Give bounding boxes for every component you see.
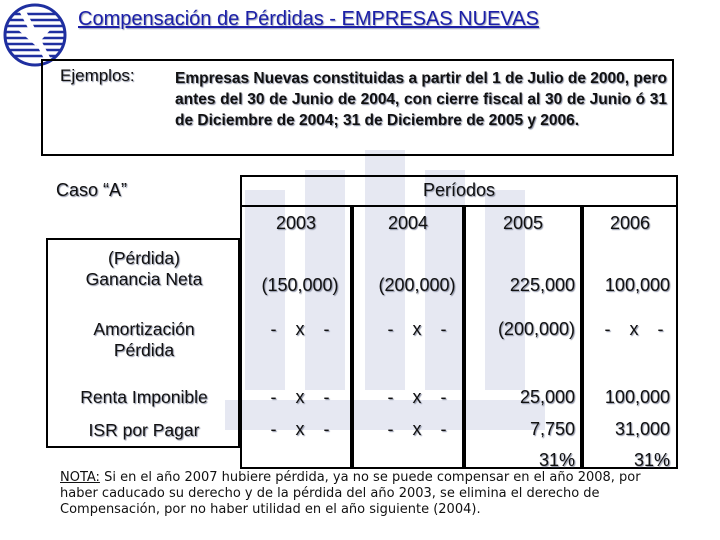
page-title: Compensación de Pérdidas - EMPRESAS NUEVAS xyxy=(78,8,539,30)
row-label-isr-payable: ISR por Pagar xyxy=(88,420,200,440)
footnote-label: NOTA: xyxy=(60,470,100,485)
table-cell: - x - xyxy=(270,319,330,339)
table-cell: (200,000) xyxy=(378,275,456,295)
table-cell: - x - xyxy=(387,419,447,439)
row-label-line: Ganancia Neta xyxy=(85,269,203,289)
year-header: 2005 xyxy=(502,213,544,233)
row-label-line: Pérdida xyxy=(113,340,175,360)
row-label-line: (Pérdida) xyxy=(108,248,180,268)
footnote xyxy=(60,470,660,518)
year-header: 2003 xyxy=(275,213,317,233)
row-label-loss-amortization xyxy=(44,319,244,361)
examples-label: Ejemplos: xyxy=(60,66,135,85)
table-cell: 100,000 xyxy=(604,387,670,407)
periods-header: Períodos xyxy=(422,180,496,200)
table-cell: 7,750 xyxy=(529,419,575,439)
table-cell: (200,000) xyxy=(497,319,575,339)
case-label: Caso “A” xyxy=(56,180,128,200)
row-label-line: Amortización xyxy=(93,319,195,339)
footnote-text: Si en el año 2007 hubiere pérdida, ya no se puede compensar en el año 2008, por haber caducado su derecho y de la pérdida del año 2003, se elimina el derecho de Compensación, por no haber utilidad en el año siguiente (2004). xyxy=(60,470,641,517)
table-cell: - x - xyxy=(270,387,330,407)
row-label-net-income xyxy=(44,248,244,290)
table-cell: - x - xyxy=(387,319,447,339)
table-cell: 25,000 xyxy=(519,387,575,407)
table-cell: - x - xyxy=(270,419,330,439)
tax-rate: 31% xyxy=(538,450,575,470)
table-cell: 31,000 xyxy=(614,419,670,439)
table-cell: (150,000) xyxy=(261,275,339,295)
table-cell: 225,000 xyxy=(509,275,575,295)
table-cell: - x - xyxy=(604,319,664,339)
year-header: 2004 xyxy=(387,213,429,233)
examples-text: Empresas Nuevas constituidas a partir del 1 de Julio de 2000, pero antes del 30 de Junio de 2004, con cierre fiscal al 30 de Junio ó 31 de Diciembre de 2004; 31 de Diciembre de 2005 y 2006. xyxy=(175,70,667,129)
year-header: 2006 xyxy=(609,213,651,233)
table-cell: - x - xyxy=(387,387,447,407)
table-cell: 100,000 xyxy=(604,275,670,295)
row-label-taxable-income: Renta Imponible xyxy=(80,387,208,407)
tax-rate: 31% xyxy=(633,450,670,470)
